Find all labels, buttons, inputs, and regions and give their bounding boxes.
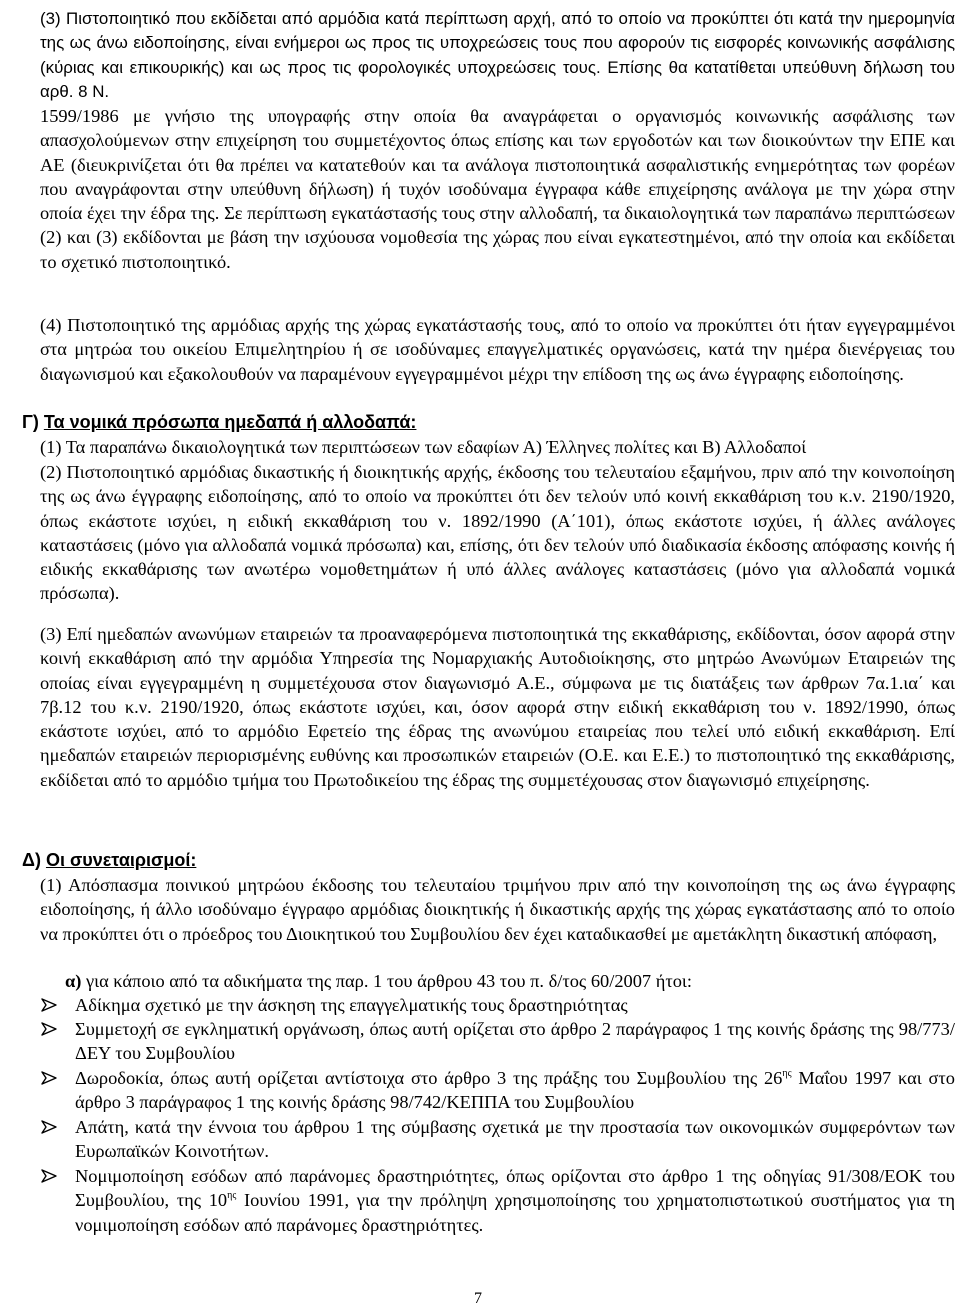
arrow-bullet-icon bbox=[40, 1115, 58, 1139]
page-number: 7 bbox=[474, 1290, 482, 1307]
section-c-heading bbox=[22, 410, 416, 434]
paragraph-d1: (1) Απόσπασμα ποινικού μητρώου έκδοσης του τελευταίου τριμήνου πριν από την κοινοποίηση της ως άνω έγγραφης ειδοποίησης, ή άλλο ισοδύναμο έγγραφο αρμόδιας διοικητικής ή δικαστικής αρχής της χώρας εγκατάστασης από το οποίο να προκύπτει ότι ο πρόεδρος του Διοικητικού του Συμβουλίου δεν έχει καταδικασθεί με αμετάκλητη δικαστική απόφαση, bbox=[40, 875, 955, 944]
list-item bbox=[40, 1115, 955, 1164]
subitem-a bbox=[65, 969, 955, 993]
bullet-text: Συμμετοχή σε εγκληματική οργάνωση, όπως αυτή ορίζεται στο άρθρο 2 παράγραφος 1 της κοινής δράσης της 98/773/ΔΕΥ του Συμβουλίου bbox=[75, 1019, 955, 1064]
arrow-bullet-icon bbox=[40, 1164, 58, 1188]
list-item bbox=[40, 1164, 955, 1237]
bullet-text bbox=[75, 1066, 955, 1115]
section-c-title: Τα νομικά πρόσωπα ημεδαπά ή αλλοδαπά: bbox=[43, 412, 417, 432]
subitem-a-text: για κάποιο από τα αδικήματα της παρ. 1 του άρθρου 43 του π. δ/τος 60/2007 ήτοι: bbox=[86, 971, 692, 991]
section-d-title: Οι συνεταιρισμοί: bbox=[45, 850, 197, 870]
paragraph-c1: (1) Τα παραπάνω δικαιολογητικά των περιπτώσεων των εδαφίων Α) Έλληνες πολίτες και Β) Αλλοδαποί bbox=[40, 437, 807, 457]
arrow-bullet-icon bbox=[40, 1017, 58, 1041]
paragraph-b4-text: (4) Πιστοποιητικό της αρμόδιας αρχής της χώρας εγκατάστασής τους, από το οποίο να προκύπτει ότι ήταν εγγεγραμμένοι στα μητρώα του οικείου Επιμελητηρίου ή σε ισοδύναμες επαγγελματικές οργανώσεις, κατά την ημέρα διενέργειας του διαγωνισμού και εξακολουθούν να παραμένουν εγγεγραμμένοι μέχρι την επίδοση της ως άνω έγγραφης ειδοποίησης. bbox=[40, 315, 955, 384]
ordinal-superscript: ης bbox=[227, 1190, 237, 1202]
bullet-text-part: Ιουνίου 1991, για την πρόληψη χρησιμοποίησης του χρηματοπιστωτικού συστήματος για τη νομιμοποίηση εσόδων από παράνομες δραστηριότητες. bbox=[75, 1190, 956, 1235]
list-item bbox=[40, 993, 955, 1017]
paragraph-b3: (3) Πιστοποιητικό που εκδίδεται από αρμόδια κατά περίπτωση αρχή, από το οποίο να προκύπτει ότι κατά την ημερομηνία της ως άνω ειδοποίησης, είναι ενήμεροι ως προς τις υποχρεώσεις τους που αφορούν τις εισφορές κοινωνικής ασφάλισης (κύριας και επικουρικής) και ως προς τις φορολογικές υποχρεώσεις τους. Επίσης θα κατατίθεται υπεύθυνη δήλωση του αρθ. 8 Ν. bbox=[40, 9, 955, 101]
bullet-text: Αδίκημα σχετικό με την άσκηση της επαγγελματικής τους δραστηριότητας bbox=[75, 995, 628, 1015]
bullet-text-part: Μαΐου 1997 και στο άρθρο 3 παράγραφος 1 της κοινής δράσης 98/742/ΚΕΠΠΑ του Συμβουλίου bbox=[75, 1068, 955, 1113]
paragraph-c3: (3) Επί ημεδαπών ανωνύμων εταιρειών τα προαναφερόμενα πιστοποιητικά της εκκαθάρισης, εκδίδονται, όσον αφορά στην κοινή εκκαθάριση από την αρμόδια Υπηρεσία της Νομαρχιακής Αυτοδιοίκησης, στο μητρώο Ανωνύμων Εταιρειών της οποίας είναι εγγεγραμμένη η συμμετέχουσα στον διαγωνισμό Α.Ε., σύμφωνα με τις διατάξεις των άρθρων 7α.1.ια΄ και 7β.12 του κ.ν. 2190/1920, όπως εκάστοτε ισχύει, και, όσον αφορά στην ειδική εκκαθάριση του ν. 1892/1990, όπως εκάστοτε ισχύει, από το αρμόδιο Εφετείο της έδρας της ανωνύμου εταιρείας που τελεί υπό ειδική εκκαθάριση. Επί ημεδαπών εταιρειών περιορισμένης ευθύνης και προσωπικών εταιρειών (Ο.Ε. και Ε.Ε.) το πιστοποιητικό της εκκαθάρισης, εκδίδεται από το αρμόδιο τμήμα του Πρωτοδικείου της έδρας της συμμετέχουσας στον διαγωνισμό επιχείρησης. bbox=[40, 624, 955, 790]
section-d-prefix: Δ) bbox=[22, 850, 41, 870]
bullet-text: Απάτη, κατά την έννοια του άρθρου 1 της σύμβασης σχετικά με την προστασία των οικονομικών συμφερόντων των Ευρωπαϊκών Κοινοτήτων. bbox=[75, 1117, 955, 1162]
bullet-text bbox=[75, 1164, 955, 1237]
list-item bbox=[40, 1066, 955, 1115]
bullet-text-part: Δωροδοκία, όπως αυτή ορίζεται αντίστοιχα στο άρθρο 3 της πράξης του Συμβουλίου της 26 bbox=[75, 1068, 783, 1088]
ordinal-superscript: ης bbox=[782, 1068, 792, 1079]
paragraph-b3-continued: 1599/1986 με γνήσιο της υπογραφής στην οποία θα αναγράφεται ο οργανισμός κοινωνικής ασφάλισης των απασχολούμενων στην επιχείρηση του συμμετέχοντος όπως επίσης και των εργοδοτών και των διοικούντων την ΕΠΕ και ΑΕ (διευκρινίζεται ότι θα πρέπει να κατατεθούν και τα ανάλογα πιστοποιητικά ασφαλιστικής ενημερότητας των φορέων που αναγράφονται στην υπεύθυνη δήλωση) ή τυχόν ισοδύναμα έγγραφα κάθε επιχείρησης ανάλογα με την χώρα στην οποία έχει την έδρα της. Σε περίπτωση εγκατάστασής τους στην αλλοδαπή, τα δικαιολογητικά των παραπάνω περιπτώσεων (2) και (3) εκδίδονται με βάση την ισχύουσα νομοθεσία της χώρας που είναι εγκατεστημένοι, από την οποία και εκδίδεται το σχετικό πιστοποιητικό. bbox=[40, 106, 955, 272]
paragraph-c2: (2) Πιστοποιητικό αρμόδιας δικαστικής ή διοικητικής αρχής, έκδοσης του τελευταίου εξαμήνου, πριν από την κοινοποίηση της ως άνω έγγραφης ειδοποίησης, από το οποίο να προκύπτει ότι δεν τελούν υπό κοινή εκκαθάριση του κ.ν. 2190/1920, όπως εκάστοτε ισχύει, η ειδική εκκαθάριση του ν. 1892/1990 (Α΄101), όπως εκάστοτε ισχύει, ή άλλες ανάλογες καταστάσεις (μόνο για αλλοδαπά νομικά πρόσωπα) και, επίσης, ότι δεν τελούν υπό διαδικασία έκδοσης απόφασης κοινής ή ειδικής εκκαθάρισης των ανωτέρω νομοθετημάτων ή υπό άλλες ανάλογες καταστάσεις (μόνο για αλλοδαπά νομικά πρόσωπα). bbox=[40, 462, 955, 604]
paragraph-b4 bbox=[40, 313, 955, 386]
list-item bbox=[40, 1017, 955, 1066]
arrow-bullet-icon bbox=[40, 1066, 58, 1090]
subitem-a-label: α) bbox=[65, 971, 82, 991]
arrow-bullet-icon bbox=[40, 993, 58, 1017]
bullet-text-part: Νομιμοποίηση εσόδων από παράνομες δραστηριότητες, όπως ορίζονται στο άρθρο 1 της οδηγίας 91/308/ΕΟΚ του Συμβουλίου, της 10 bbox=[75, 1166, 955, 1211]
section-c-prefix: Γ) bbox=[22, 412, 39, 432]
section-d-heading bbox=[22, 848, 196, 872]
